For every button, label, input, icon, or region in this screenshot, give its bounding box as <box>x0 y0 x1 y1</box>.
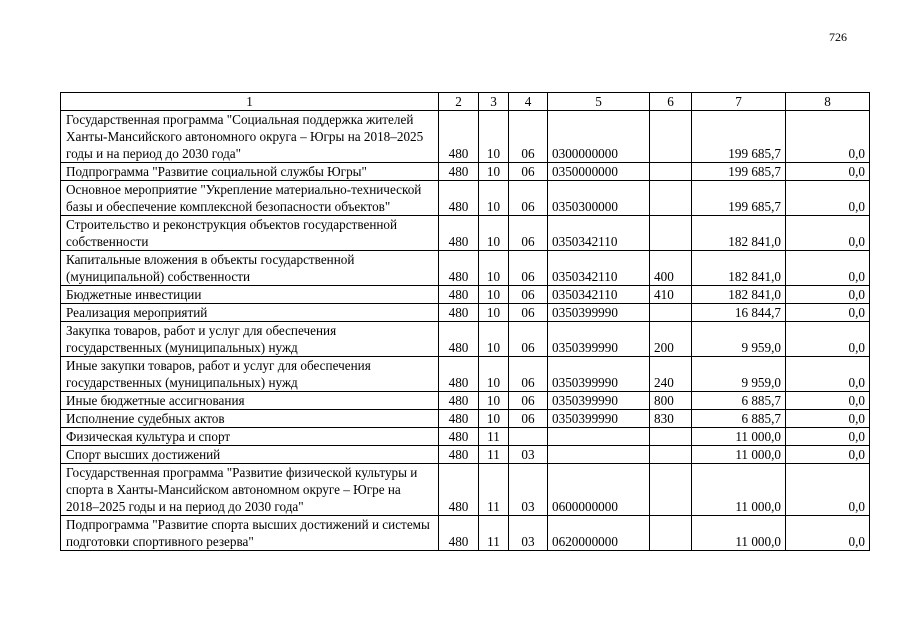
row-col5-cell: 0350342110 <box>548 286 650 304</box>
row-col4-cell: 03 <box>509 446 548 464</box>
row-col5-cell <box>548 428 650 446</box>
row-col3-cell: 10 <box>479 357 509 392</box>
row-col4-cell: 03 <box>509 464 548 516</box>
row-col7-cell: 199 685,7 <box>692 181 786 216</box>
row-col5-cell: 0350000000 <box>548 163 650 181</box>
row-col8-cell: 0,0 <box>786 516 870 551</box>
row-col4-cell: 06 <box>509 322 548 357</box>
row-col8-cell: 0,0 <box>786 251 870 286</box>
table-row <box>61 111 870 163</box>
table-row <box>61 464 870 516</box>
row-col7-cell: 9 959,0 <box>692 322 786 357</box>
row-col3-cell: 10 <box>479 322 509 357</box>
row-col3-cell: 10 <box>479 181 509 216</box>
table-row <box>61 163 870 181</box>
row-col2-cell: 480 <box>439 392 479 410</box>
row-name-cell: Подпрограмма "Развитие социальной службы Югры" <box>61 163 439 181</box>
row-col2-cell: 480 <box>439 446 479 464</box>
row-col3-cell: 10 <box>479 111 509 163</box>
row-col7-cell: 11 000,0 <box>692 516 786 551</box>
row-col2-cell: 480 <box>439 286 479 304</box>
row-col5-cell: 0350300000 <box>548 181 650 216</box>
row-col3-cell: 10 <box>479 286 509 304</box>
row-col3-cell: 11 <box>479 428 509 446</box>
row-col2-cell: 480 <box>439 304 479 322</box>
row-name-cell: Бюджетные инвестиции <box>61 286 439 304</box>
row-col3-cell: 11 <box>479 446 509 464</box>
row-name-cell: Исполнение судебных актов <box>61 410 439 428</box>
row-col3-cell: 10 <box>479 410 509 428</box>
row-col2-cell: 480 <box>439 464 479 516</box>
row-col7-cell: 11 000,0 <box>692 446 786 464</box>
row-col8-cell: 0,0 <box>786 304 870 322</box>
row-col4-cell: 06 <box>509 181 548 216</box>
row-name-cell: Основное мероприятие "Укрепление материально-технической базы и обеспечение комплексной безопасности объектов" <box>61 181 439 216</box>
row-col8-cell: 0,0 <box>786 322 870 357</box>
table-row <box>61 304 870 322</box>
row-name-cell: Закупка товаров, работ и услуг для обеспечения государственных (муниципальных) нужд <box>61 322 439 357</box>
row-col8-cell: 0,0 <box>786 181 870 216</box>
row-col8-cell: 0,0 <box>786 357 870 392</box>
table-row <box>61 286 870 304</box>
page-number: 726 <box>829 30 847 44</box>
row-col5-cell: 0350399990 <box>548 304 650 322</box>
row-col6-cell <box>650 111 692 163</box>
row-col5-cell: 0350342110 <box>548 251 650 286</box>
row-col6-cell <box>650 464 692 516</box>
row-col5-cell: 0300000000 <box>548 111 650 163</box>
row-col8-cell: 0,0 <box>786 216 870 251</box>
row-col3-cell: 11 <box>479 464 509 516</box>
row-col5-cell: 0600000000 <box>548 464 650 516</box>
header-cell: 7 <box>692 93 786 111</box>
row-name-cell: Реализация мероприятий <box>61 304 439 322</box>
row-col2-cell: 480 <box>439 251 479 286</box>
row-col4-cell <box>509 428 548 446</box>
row-name-cell: Физическая культура и спорт <box>61 428 439 446</box>
row-col4-cell: 06 <box>509 216 548 251</box>
row-col3-cell: 10 <box>479 216 509 251</box>
row-col2-cell: 480 <box>439 216 479 251</box>
row-col5-cell: 0350399990 <box>548 392 650 410</box>
row-col6-cell: 830 <box>650 410 692 428</box>
row-col3-cell: 10 <box>479 392 509 410</box>
header-cell: 1 <box>61 93 439 111</box>
row-col6-cell <box>650 216 692 251</box>
row-col7-cell: 182 841,0 <box>692 286 786 304</box>
row-col6-cell <box>650 446 692 464</box>
row-col8-cell: 0,0 <box>786 410 870 428</box>
row-col5-cell: 0620000000 <box>548 516 650 551</box>
row-name-cell: Капитальные вложения в объекты государственной (муниципальной) собственности <box>61 251 439 286</box>
table-row <box>61 181 870 216</box>
table-row <box>61 410 870 428</box>
row-col8-cell: 0,0 <box>786 464 870 516</box>
row-col6-cell <box>650 181 692 216</box>
row-col5-cell: 0350342110 <box>548 216 650 251</box>
row-col2-cell: 480 <box>439 516 479 551</box>
row-col7-cell: 199 685,7 <box>692 111 786 163</box>
row-col7-cell: 9 959,0 <box>692 357 786 392</box>
header-cell: 3 <box>479 93 509 111</box>
row-col7-cell: 6 885,7 <box>692 410 786 428</box>
row-col8-cell: 0,0 <box>786 446 870 464</box>
row-col2-cell: 480 <box>439 357 479 392</box>
row-col8-cell: 0,0 <box>786 111 870 163</box>
table-row <box>61 357 870 392</box>
table-row <box>61 251 870 286</box>
header-cell: 4 <box>509 93 548 111</box>
header-cell: 8 <box>786 93 870 111</box>
row-col5-cell: 0350399990 <box>548 410 650 428</box>
row-name-cell: Подпрограмма "Развитие спорта высших достижений и системы подготовки спортивного резерва" <box>61 516 439 551</box>
table-row <box>61 428 870 446</box>
row-col3-cell: 11 <box>479 516 509 551</box>
row-col2-cell: 480 <box>439 181 479 216</box>
row-col7-cell: 182 841,0 <box>692 251 786 286</box>
row-col7-cell: 199 685,7 <box>692 163 786 181</box>
header-cell: 2 <box>439 93 479 111</box>
row-name-cell: Строительство и реконструкция объектов государственной собственности <box>61 216 439 251</box>
row-col6-cell <box>650 428 692 446</box>
row-col7-cell: 6 885,7 <box>692 392 786 410</box>
row-col8-cell: 0,0 <box>786 286 870 304</box>
table-row <box>61 516 870 551</box>
row-col6-cell: 200 <box>650 322 692 357</box>
row-name-cell: Государственная программа "Развитие физической культуры и спорта в Ханты-Мансийском автономном округе – Югре на 2018–2025 годы и на период до 2030 года" <box>61 464 439 516</box>
header-row <box>61 93 870 111</box>
row-col2-cell: 480 <box>439 322 479 357</box>
row-col7-cell: 16 844,7 <box>692 304 786 322</box>
row-col4-cell: 06 <box>509 286 548 304</box>
row-col6-cell: 400 <box>650 251 692 286</box>
row-col8-cell: 0,0 <box>786 163 870 181</box>
row-col2-cell: 480 <box>439 111 479 163</box>
row-col2-cell: 480 <box>439 410 479 428</box>
row-col6-cell <box>650 304 692 322</box>
row-col3-cell: 10 <box>479 163 509 181</box>
row-col4-cell: 06 <box>509 410 548 428</box>
row-col4-cell: 06 <box>509 251 548 286</box>
row-col4-cell: 06 <box>509 111 548 163</box>
row-col2-cell: 480 <box>439 428 479 446</box>
row-name-cell: Иные бюджетные ассигнования <box>61 392 439 410</box>
row-col5-cell <box>548 446 650 464</box>
row-col2-cell: 480 <box>439 163 479 181</box>
row-col6-cell: 240 <box>650 357 692 392</box>
row-col4-cell: 06 <box>509 163 548 181</box>
row-col7-cell: 11 000,0 <box>692 428 786 446</box>
row-name-cell: Государственная программа "Социальная поддержка жителей Ханты-Мансийского автономного округа – Югры на 2018–2025 годы и на период до 2030 года" <box>61 111 439 163</box>
table-row <box>61 216 870 251</box>
row-col6-cell <box>650 163 692 181</box>
table-row <box>61 392 870 410</box>
row-col5-cell: 0350399990 <box>548 322 650 357</box>
row-col5-cell: 0350399990 <box>548 357 650 392</box>
row-col8-cell: 0,0 <box>786 392 870 410</box>
row-name-cell: Спорт высших достижений <box>61 446 439 464</box>
row-col6-cell: 800 <box>650 392 692 410</box>
row-col3-cell: 10 <box>479 251 509 286</box>
row-col8-cell: 0,0 <box>786 428 870 446</box>
row-col7-cell: 11 000,0 <box>692 464 786 516</box>
row-col4-cell: 06 <box>509 304 548 322</box>
row-col4-cell: 03 <box>509 516 548 551</box>
row-col4-cell: 06 <box>509 357 548 392</box>
row-name-cell: Иные закупки товаров, работ и услуг для обеспечения государственных (муниципальных) нужд <box>61 357 439 392</box>
row-col7-cell: 182 841,0 <box>692 216 786 251</box>
row-col6-cell <box>650 516 692 551</box>
budget-table <box>60 92 870 551</box>
table-row <box>61 322 870 357</box>
row-col6-cell: 410 <box>650 286 692 304</box>
header-cell: 6 <box>650 93 692 111</box>
row-col3-cell: 10 <box>479 304 509 322</box>
table-row <box>61 446 870 464</box>
header-cell: 5 <box>548 93 650 111</box>
row-col4-cell: 06 <box>509 392 548 410</box>
